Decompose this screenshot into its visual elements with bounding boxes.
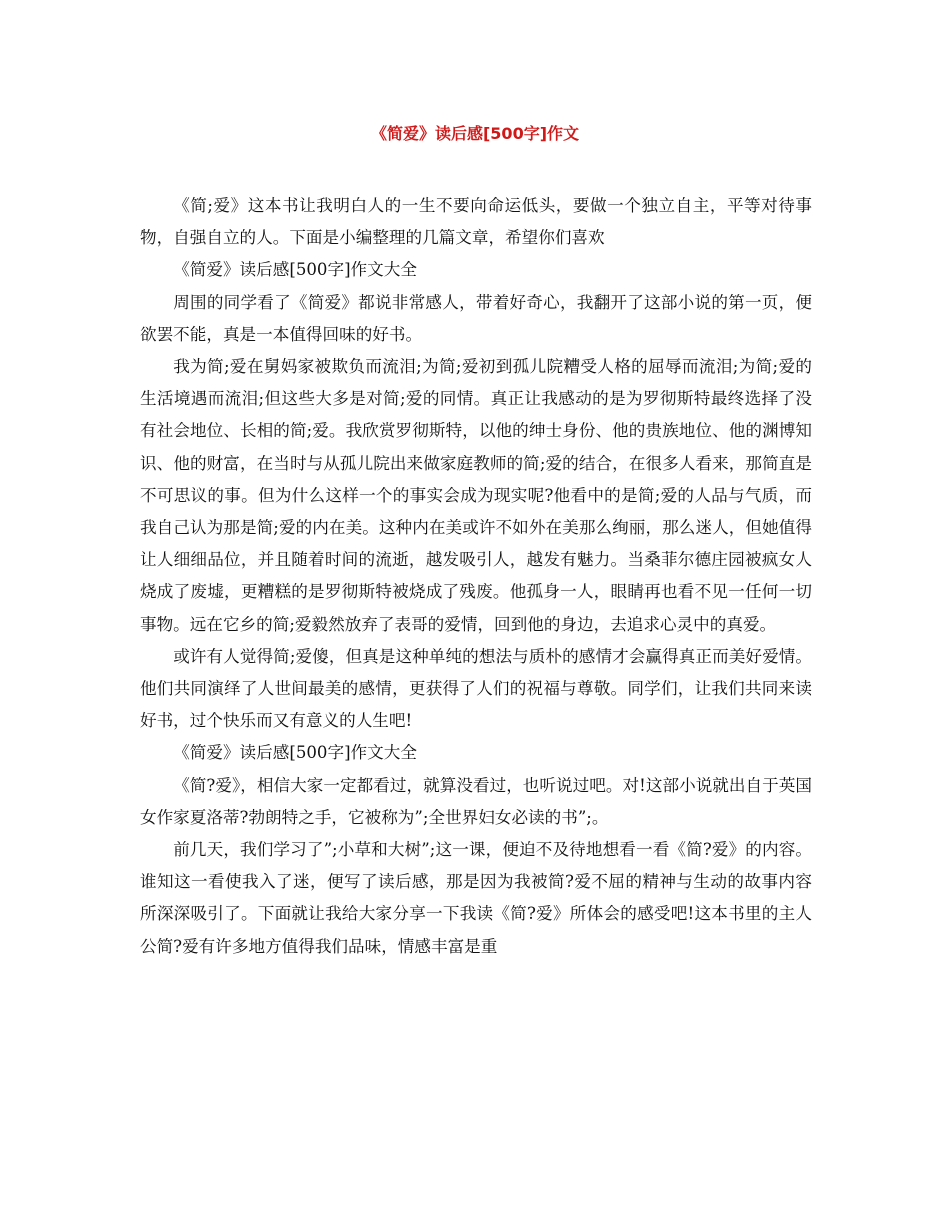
section-heading-2: 《简爱》读后感[500字]作文大全 [173, 743, 417, 763]
paragraph-intro: 《简;爱》这本书让我明白人的一生不要向命运低头，要做一个独立自主，平等对待事物，自强自立的人。下面是小编整理的几篇文章，希望你们喜欢 [140, 196, 812, 248]
paragraph: 《简?爱》，相信大家一定都看过，就算没看过，也听说过吧。对!这部小说就出自于英国女作家夏洛蒂?勃朗特之手，它被称为”;全世界妇女必读的书”;。 [140, 775, 812, 827]
paragraph: 或许有人觉得简;爱傻，但真是这种单纯的想法与质朴的感情才会赢得真正而美好爱情。他们共同演绎了人世间最美的感情，更获得了人们的祝福与尊敬。同学们，让我们共同来读好书，过个快乐而又有意义的人生吧! [140, 646, 812, 731]
section-heading-1: 《简爱》读后感[500字]作文大全 [173, 260, 417, 280]
paragraph: 周围的同学看了《简爱》都说非常感人，带着好奇心，我翻开了这部小说的第一页，便欲罢不能，真是一本值得回味的好书。 [140, 292, 812, 344]
document-title: 《简爱》读后感[500字]作文 [370, 124, 580, 143]
document-body [140, 190, 812, 963]
paragraph: 前几天，我们学习了”;小草和大树”;这一课，便迫不及待地想看一看《简?爱》的内容。谁知这一看使我入了迷，便写了读后感，那是因为我被简?爱不屈的精神与生动的故事内容所深深吸引了。下面就让我给大家分享一下我读《简?爱》所体会的感受吧!这本书里的主人公简?爱有许多地方值得我们品味，情感丰富是重 [140, 840, 812, 956]
paragraph: 我为简;爱在舅妈家被欺负而流泪;为简;爱初到孤儿院糟受人格的屈辱而流泪;为简;爱的生活境遇而流泪;但这些大多是对简;爱的同情。真正让我感动的是为罗彻斯特最终选择了没有社会地位、长相的简;爱。我欣赏罗彻斯特，以他的绅士身份、他的贵族地位、他的渊博知识、他的财富，在当时与从孤儿院出来做家庭教师的简;爱的结合，在很多人看来，那简直是不可思议的事。但为什么这样一个的事实会成为现实呢?他看中的是简;爱的人品与气质，而我自己认为那是简;爱的内在美。这种内在美或许不如外在美那么绚丽，那么迷人，但她值得让人细细品位，并且随着时间的流逝，越发吸引人，越发有魅力。当桑菲尔德庄园被疯女人烧成了废墟，更糟糕的是罗彻斯特被烧成了残废。他孤身一人，眼睛再也看不见一任何一切事物。远在它乡的简;爱毅然放弃了表哥的爱情，回到他的身边，去追求心灵中的真爱。 [140, 357, 812, 634]
